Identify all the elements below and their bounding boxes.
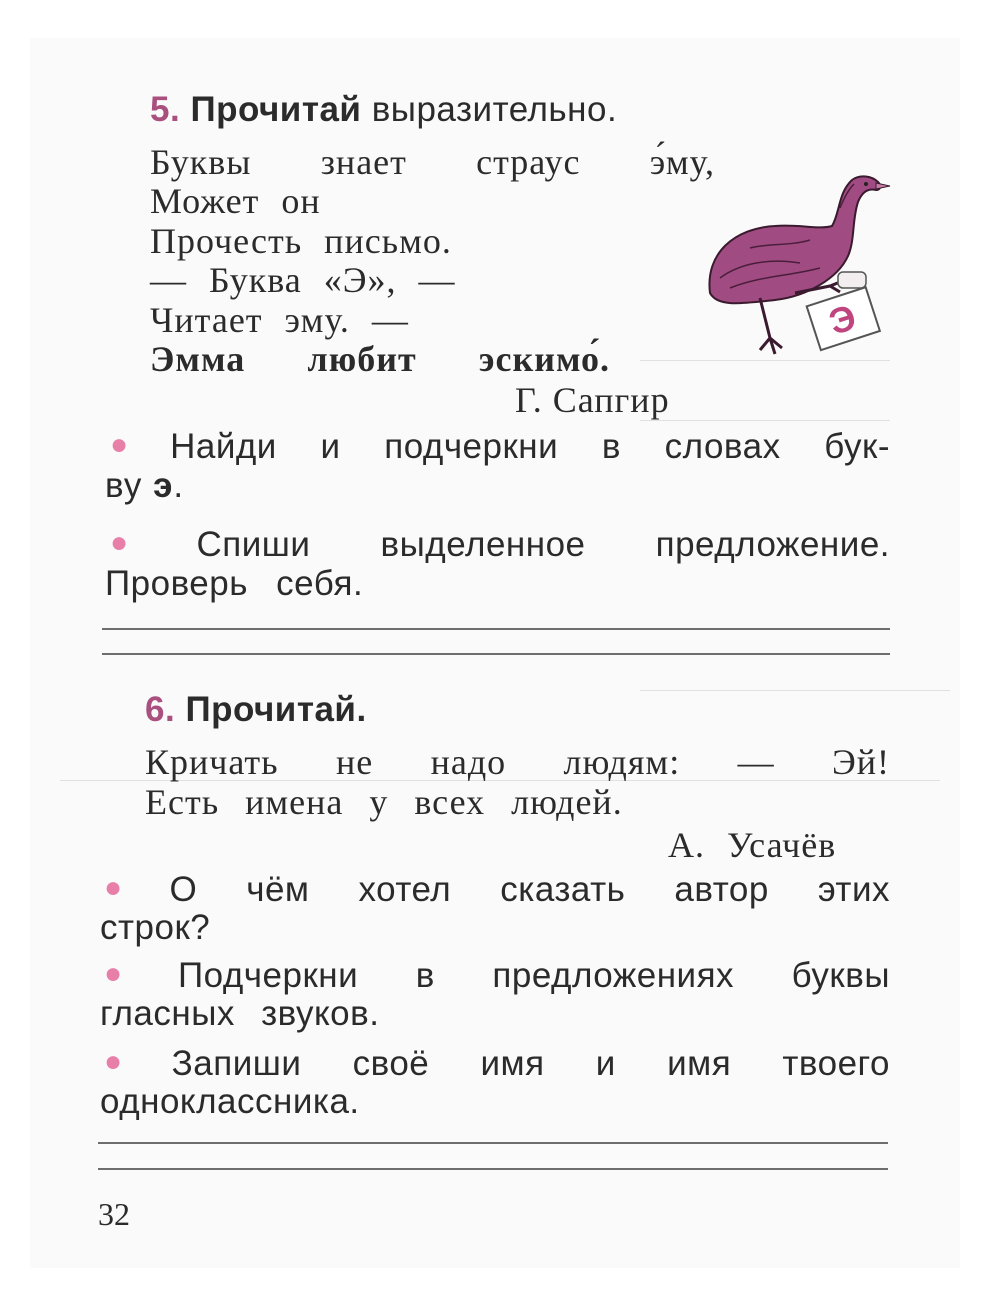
letter-e: э (153, 466, 174, 505)
poem-line: Прочесть письмо. (150, 221, 452, 261)
bullet-icon: ● (104, 1045, 164, 1078)
instruction-author-meaning-cont: строк? (100, 908, 211, 947)
emu-illustration (690, 168, 910, 368)
poem-line: Читает эму. — (150, 300, 409, 340)
task5-number: 5. (150, 90, 181, 129)
page-number: 32 (98, 1196, 130, 1232)
instruction-copy: ● Спиши выделенное предложение. (110, 525, 891, 564)
poem-line: Буквы знает страус э́му, (150, 142, 715, 182)
instruction-write-names-cont: одноклассника. (100, 1082, 360, 1121)
poem-author: Г. Сапгир (515, 380, 670, 420)
bullet-icon: ● (110, 428, 163, 461)
task6-heading (145, 690, 367, 730)
letter-card (807, 287, 880, 350)
instruction-underline-vowels-cont: гласных звуков. (100, 994, 380, 1033)
bleed-through-line (640, 420, 890, 421)
poem-line: Есть имена у всех людей. (145, 782, 623, 822)
instruction-underline-vowels: ● Подчеркни в предложениях буквы (104, 956, 890, 995)
task6-title: Прочитай. (185, 690, 367, 729)
poem-line: — Буква «Э», — (150, 260, 456, 300)
instruction-find-letter: ● Найди и подчеркни в словах бук- (110, 427, 890, 466)
bleed-through-line (640, 690, 950, 691)
task5-title: Прочитай (190, 90, 362, 129)
task6-number: 6. (145, 690, 176, 729)
bullet-icon: ● (104, 957, 170, 990)
poem-author: А. Усачёв (668, 825, 837, 865)
task5-heading (150, 90, 617, 130)
poem-line: Может он (150, 181, 321, 221)
highlighted-sentence: Эмма любит эскимо́. (150, 339, 610, 379)
poem-line: Кричать не надо людям: — Эй! (145, 742, 890, 782)
card-letter: Э (823, 295, 861, 343)
writing-line[interactable] (102, 628, 890, 630)
bullet-icon: ● (110, 526, 189, 559)
instruction-write-names: ● Запиши своё имя и имя твоего (104, 1044, 891, 1083)
writing-line[interactable] (98, 1168, 888, 1170)
instruction-find-letter-cont: ву э. (105, 466, 185, 505)
task5-subtitle: выразительно. (371, 90, 618, 129)
instruction-author-meaning: ● О чём хотел сказать автор этих (104, 870, 891, 909)
instruction-copy-cont: Проверь себя. (105, 564, 364, 603)
writing-line[interactable] (102, 653, 890, 655)
writing-line[interactable] (98, 1142, 888, 1144)
bullet-icon: ● (104, 871, 162, 904)
